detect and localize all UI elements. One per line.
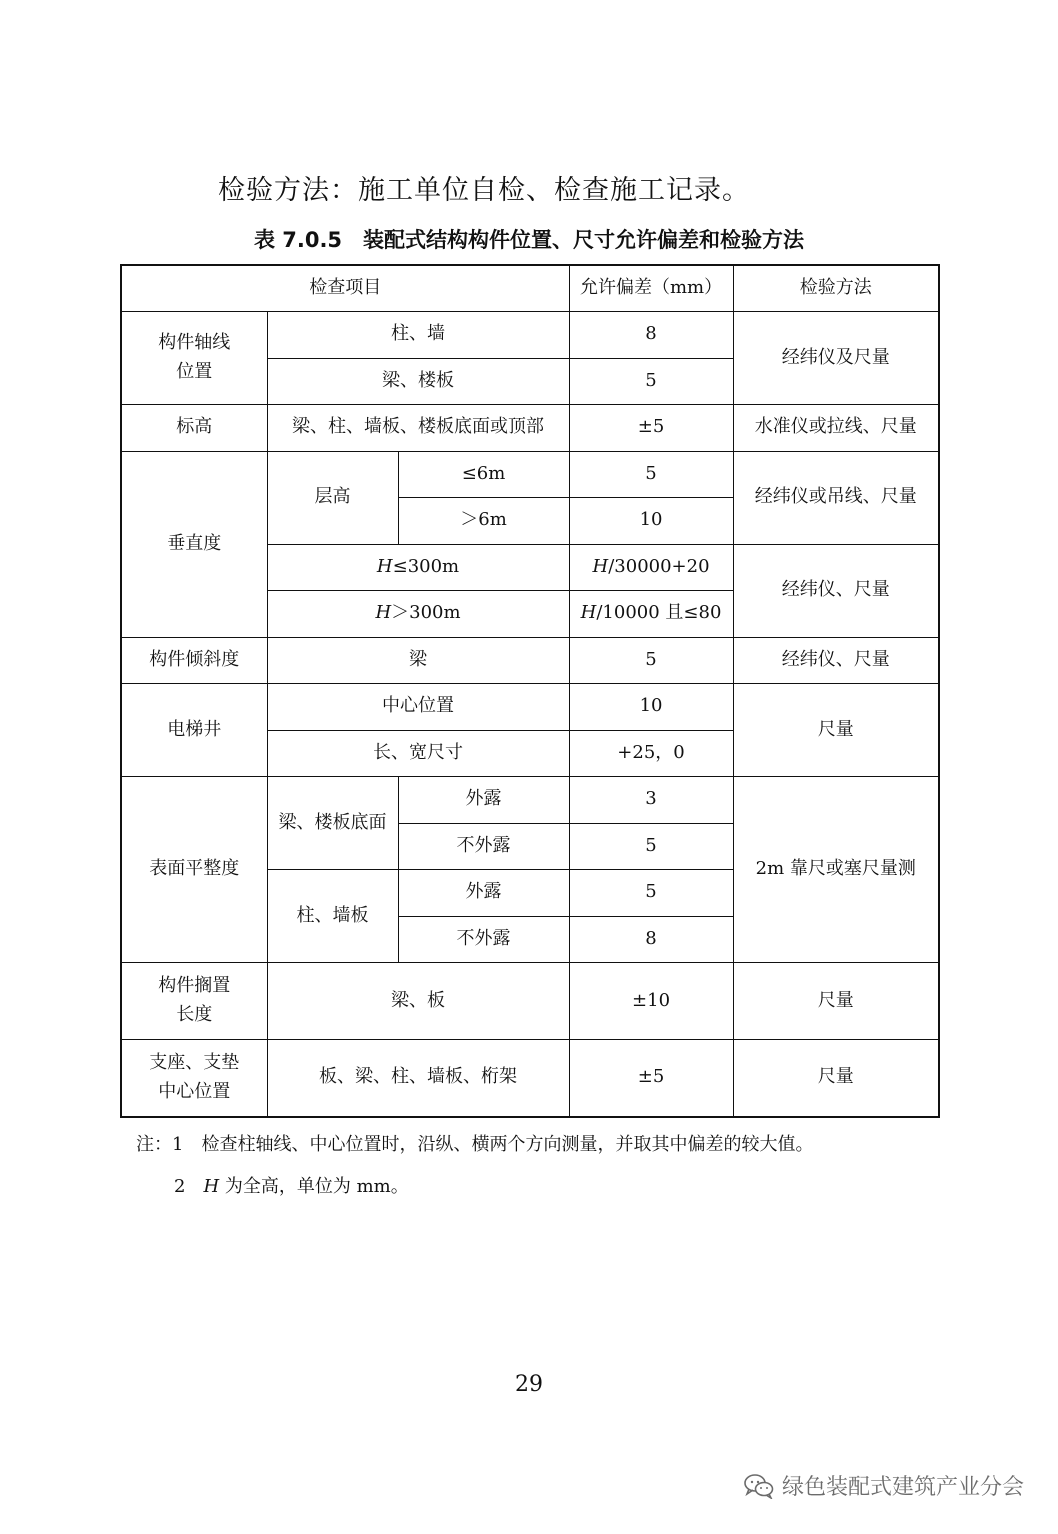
axis-column-wall: 柱、墙 bbox=[267, 312, 569, 359]
flatness-exposed: 外露 bbox=[398, 870, 569, 917]
support-center-sub: 板、梁、柱、墙板、桁架 bbox=[267, 1040, 569, 1117]
method-value: 经纬仪、尺量 bbox=[733, 544, 939, 637]
axis-position-label: 构件轴线 位置 bbox=[121, 312, 267, 405]
tolerance-value: 5 bbox=[569, 637, 733, 684]
tolerance-value: 5 bbox=[569, 823, 733, 870]
watermark-text: 绿色装配式建筑产业分会 bbox=[781, 1475, 1024, 1500]
method-value: 尺量 bbox=[733, 963, 939, 1040]
method-value: 经纬仪及尺量 bbox=[733, 312, 939, 405]
bearing-length-label: 构件搁置 长度 bbox=[121, 963, 267, 1040]
floor-height-label: 层高 bbox=[267, 451, 398, 544]
elevator-size: 长、宽尺寸 bbox=[267, 730, 569, 777]
inspection-method-line: 检验方法：施工单位自检、检查施工记录。 bbox=[218, 175, 750, 206]
method-value: 尺量 bbox=[733, 684, 939, 777]
tolerance-value: 10 bbox=[569, 684, 733, 731]
method-value: 水准仪或拉线、尺量 bbox=[733, 405, 939, 452]
method-value: 经纬仪、尺量 bbox=[733, 637, 939, 684]
header-tolerance: 允许偏差（mm） bbox=[569, 265, 733, 312]
table-row bbox=[121, 963, 939, 1040]
tolerance-value: 5 bbox=[569, 358, 733, 405]
header-item: 检查项目 bbox=[121, 265, 569, 312]
tolerance-value: 8 bbox=[569, 312, 733, 359]
tolerance-table bbox=[120, 264, 940, 1118]
tolerance-value: 5 bbox=[569, 451, 733, 498]
table-row bbox=[121, 637, 939, 684]
header-method: 检验方法 bbox=[733, 265, 939, 312]
table-caption: 表 7.0.5 装配式结构构件位置、尺寸允许偏差和检验方法 bbox=[253, 228, 805, 252]
table-row bbox=[121, 684, 939, 731]
tolerance-value: 5 bbox=[569, 870, 733, 917]
elevation-sub: 梁、柱、墙板、楼板底面或顶部 bbox=[267, 405, 569, 452]
tolerance-value: +25，0 bbox=[569, 730, 733, 777]
flatness-group-beam-slab: 梁、楼板底面 bbox=[267, 777, 398, 870]
table-header-row bbox=[121, 265, 939, 312]
elevator-shaft-label: 电梯井 bbox=[121, 684, 267, 777]
elevator-center: 中心位置 bbox=[267, 684, 569, 731]
tolerance-value: ±10 bbox=[569, 963, 733, 1040]
axis-beam-slab: 梁、楼板 bbox=[267, 358, 569, 405]
note-1: 注：1 检查柱轴线、中心位置时，沿纵、横两个方向测量，并取其中偏差的较大值。 bbox=[136, 1134, 814, 1155]
method-value: 经纬仪或吊线、尺量 bbox=[733, 451, 939, 544]
tolerance-value: ±5 bbox=[569, 1040, 733, 1117]
verticality-label: 垂直度 bbox=[121, 451, 267, 637]
h-le-300m: H≤300m bbox=[267, 544, 569, 591]
wechat-icon bbox=[744, 1473, 774, 1499]
tilt-label: 构件倾斜度 bbox=[121, 637, 267, 684]
table-row bbox=[121, 405, 939, 452]
tilt-sub: 梁 bbox=[267, 637, 569, 684]
tolerance-value: H/30000+20 bbox=[569, 544, 733, 591]
flatness-not-exposed: 不外露 bbox=[398, 823, 569, 870]
flatness-not-exposed: 不外露 bbox=[398, 916, 569, 963]
table-row bbox=[121, 1040, 939, 1117]
method-value: 尺量 bbox=[733, 1040, 939, 1117]
table-row bbox=[121, 777, 939, 824]
tolerance-value: ±5 bbox=[569, 405, 733, 452]
table-row bbox=[121, 451, 939, 498]
gt-6m-label: ＞6m bbox=[398, 498, 569, 545]
page-number: 29 bbox=[515, 1372, 543, 1397]
flatness-exposed: 外露 bbox=[398, 777, 569, 824]
h-gt-300m: H＞300m bbox=[267, 591, 569, 638]
tolerance-value: 8 bbox=[569, 916, 733, 963]
table-row bbox=[121, 312, 939, 359]
flatness-label: 表面平整度 bbox=[121, 777, 267, 963]
support-center-label: 支座、支垫 中心位置 bbox=[121, 1040, 267, 1117]
tolerance-value: 10 bbox=[569, 498, 733, 545]
watermark bbox=[744, 1470, 1024, 1501]
le-6m-label: ≤6m bbox=[398, 451, 569, 498]
method-value: 2m 靠尺或塞尺量测 bbox=[733, 777, 939, 963]
tolerance-value: H/10000 且≤80 bbox=[569, 591, 733, 638]
note-2: 2 H 为全高，单位为 mm。 bbox=[174, 1176, 409, 1197]
flatness-group-column-wall: 柱、墙板 bbox=[267, 870, 398, 963]
elevation-label: 标高 bbox=[121, 405, 267, 452]
bearing-length-sub: 梁、板 bbox=[267, 963, 569, 1040]
tolerance-value: 3 bbox=[569, 777, 733, 824]
